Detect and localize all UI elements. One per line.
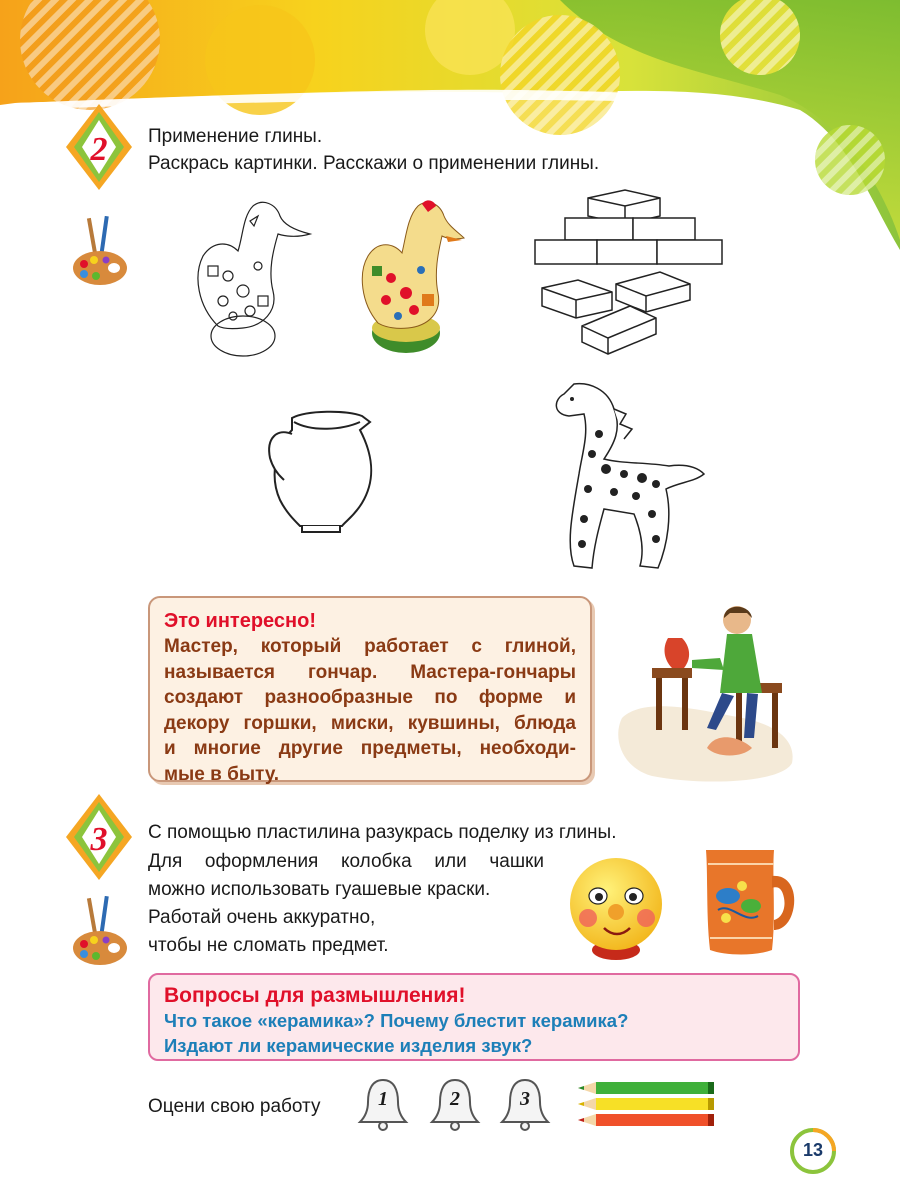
task3-line: можно использовать гуашевые краски.	[148, 879, 491, 900]
jug-icon	[262, 408, 382, 536]
page-number-badge	[790, 1128, 836, 1174]
question-item: Издают ли керамические изделия звук?	[164, 1035, 533, 1056]
bell-number: 2	[450, 1088, 460, 1110]
interesting-line: Мастер, который работает с глиной,	[164, 636, 576, 657]
bricks-icon	[530, 188, 730, 358]
paint-palette-icon	[70, 896, 130, 966]
task3-line: С помощью пластилина разукрась поделку из глины.	[148, 822, 617, 843]
painted-mug-icon	[696, 846, 800, 958]
interesting-line: создают разнообразные по форме и	[164, 687, 576, 708]
interesting-line: декору горшки, миски, кувшины, блюда	[164, 712, 576, 734]
bell-number: 3	[520, 1088, 530, 1110]
task-number-badge	[64, 102, 134, 192]
reflection-questions-box	[148, 973, 800, 1061]
task-number-text: 2	[90, 131, 108, 168]
bell-rating-2[interactable]	[428, 1076, 482, 1132]
interesting-line: мые в быту.	[164, 763, 280, 785]
task2-instruction: Раскрась картинки. Расскажи о применении глины.	[148, 153, 600, 174]
task-number-badge	[64, 792, 134, 882]
pencils-icon	[578, 1078, 718, 1130]
bell-rating-1[interactable]	[356, 1076, 410, 1132]
interesting-line: и многие другие предметы, необходи-	[164, 738, 576, 759]
dymkovo-duck-icon	[356, 198, 466, 358]
bell-rating-3[interactable]	[498, 1076, 552, 1132]
questions-heading: Вопросы для размышления!	[164, 984, 466, 1007]
task2-title: Применение глины.	[148, 126, 323, 147]
task-number-text: 3	[90, 821, 108, 858]
kolobok-icon	[560, 852, 672, 962]
potter-at-wheel-icon	[612, 598, 800, 786]
dymkovo-horse-icon	[544, 374, 712, 574]
paint-palette-icon	[70, 216, 130, 286]
interesting-fact-box	[148, 596, 592, 785]
page-number: 13	[802, 1140, 824, 1160]
duck-outline-icon	[188, 196, 318, 360]
task3-line: Для оформления колобка или чашки	[148, 851, 544, 872]
self-assessment-label: Оцени свою работу	[148, 1096, 321, 1117]
interesting-line: называется гончар. Мастера-гончары	[164, 661, 576, 683]
bell-number: 1	[378, 1088, 388, 1110]
task3-line: Работай очень аккуратно,	[148, 907, 376, 928]
task3-line: чтобы не сломать предмет.	[148, 935, 389, 956]
interesting-heading: Это интересно!	[164, 610, 316, 632]
interesting-body	[164, 634, 576, 787]
question-item: Что такое «керамика»? Почему блестит керамика?	[164, 1010, 629, 1031]
pencil-green	[578, 1082, 714, 1094]
